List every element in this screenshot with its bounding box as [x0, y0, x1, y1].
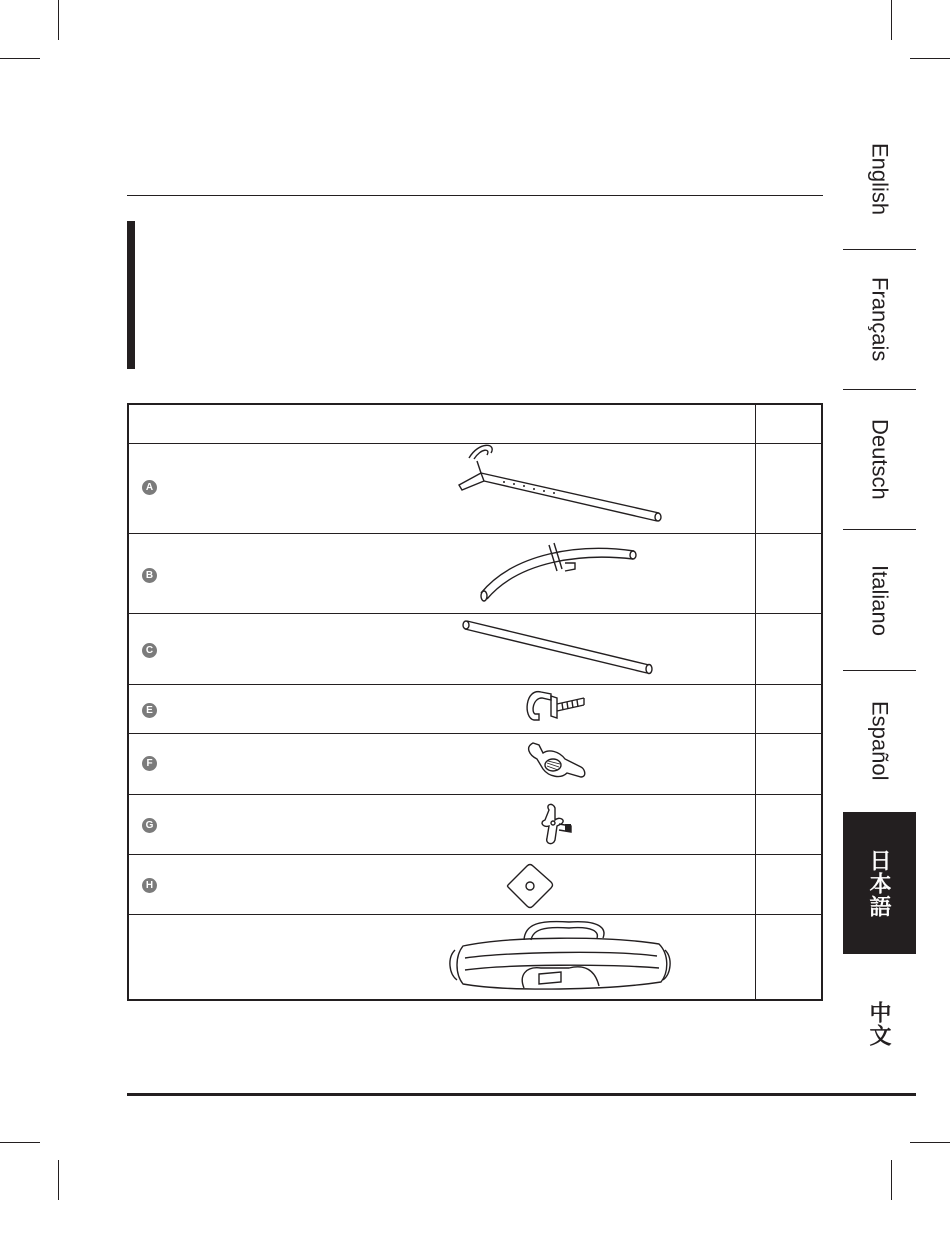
table-row-a [129, 443, 821, 534]
crop-mark [910, 1142, 950, 1143]
table-row-h [129, 854, 821, 915]
tab-label: 中文 [867, 1001, 892, 1047]
part-letter-badge: C [142, 643, 157, 658]
part-letter-badge: A [142, 480, 157, 495]
crop-mark [58, 1160, 59, 1200]
crop-mark [910, 58, 950, 59]
hanger-pole-icon [129, 443, 755, 533]
part-letter-badge: F [142, 756, 157, 771]
tab-espanol[interactable] [843, 671, 916, 811]
part-letter-badge: B [142, 568, 157, 583]
part-letter-badge: H [142, 878, 157, 893]
tab-deutsch[interactable] [843, 390, 916, 530]
crop-mark [891, 1160, 892, 1200]
tab-label: 日本語 [867, 848, 892, 918]
curved-base-leg-icon [129, 533, 755, 613]
tab-chinese[interactable] [843, 954, 916, 1094]
table-header-row [129, 405, 821, 444]
part-letter-badge: G [142, 818, 157, 833]
table-row-e [129, 684, 821, 734]
tab-italiano[interactable] [843, 531, 916, 671]
bottom-rule [127, 1093, 916, 1096]
wing-bolt-icon [129, 794, 755, 854]
square-washer-icon [129, 854, 755, 914]
hook-bolt-icon [129, 684, 755, 733]
table-row-bag [129, 914, 821, 1001]
straight-tube-icon [129, 613, 755, 684]
table-row-b [129, 533, 821, 614]
table-row-f [129, 733, 821, 795]
table-row-g [129, 794, 821, 855]
part-letter-badge: E [142, 703, 157, 718]
wing-nut-icon [129, 733, 755, 794]
top-rule [127, 195, 823, 196]
tab-japanese[interactable] [843, 812, 916, 954]
crop-mark [0, 58, 40, 59]
tab-label: Italiano [867, 565, 893, 636]
tab-label: English [867, 143, 893, 216]
quantity-column-divider [755, 405, 756, 999]
tab-label: Español [867, 701, 893, 781]
section-heading-bar [127, 221, 135, 369]
tab-english[interactable] [843, 110, 916, 250]
crop-mark [58, 0, 59, 40]
parts-table [127, 403, 823, 1001]
table-row-c [129, 613, 821, 685]
crop-mark [0, 1142, 40, 1143]
tab-label: Deutsch [867, 419, 893, 500]
tab-label: Français [867, 277, 893, 362]
crop-mark [891, 0, 892, 40]
tab-francais[interactable] [843, 250, 916, 390]
carry-bag-icon [129, 914, 755, 1001]
